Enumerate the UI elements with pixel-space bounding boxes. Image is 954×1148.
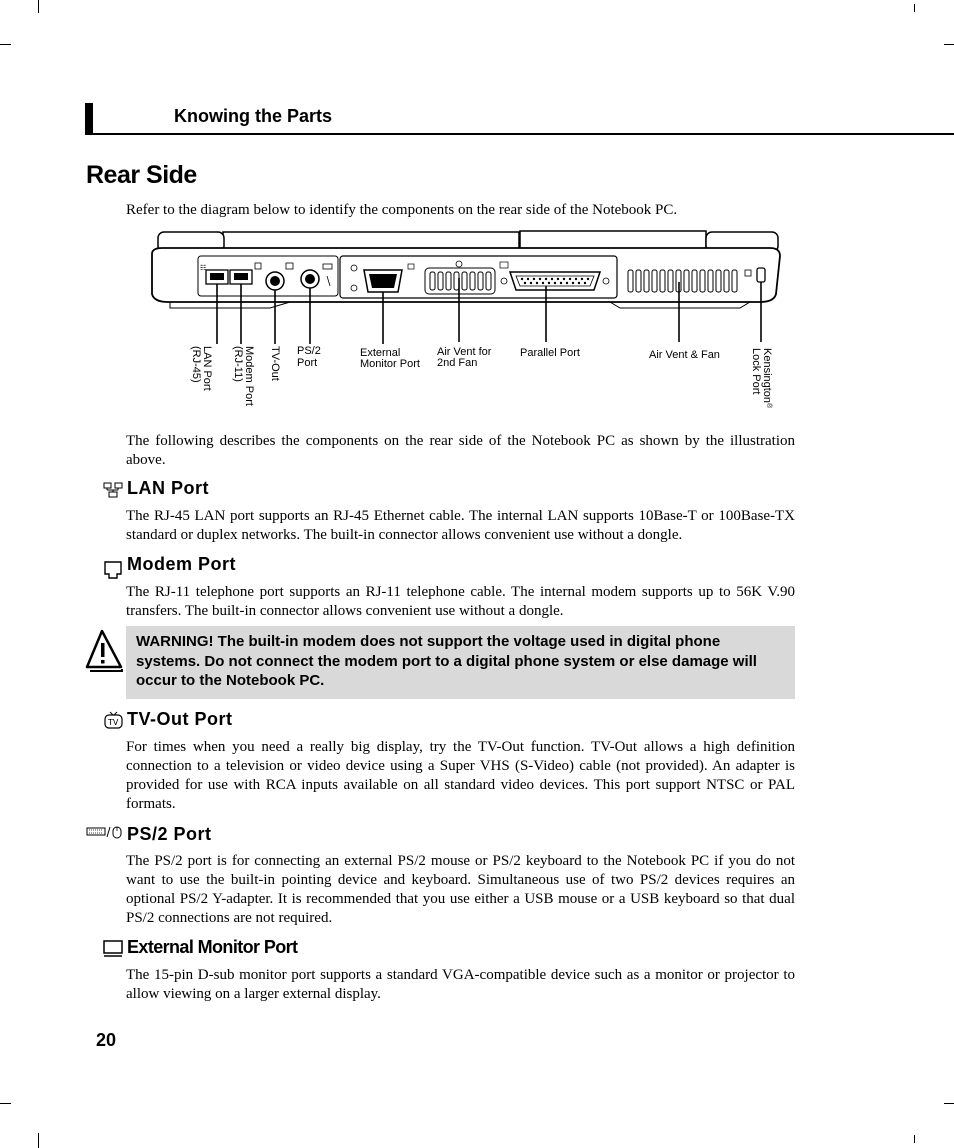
keyboard-mouse-icon xyxy=(86,825,124,839)
svg-text:☷: ☷ xyxy=(200,264,207,272)
crop-mark xyxy=(0,44,11,45)
crop-mark xyxy=(0,1103,11,1104)
crop-mark xyxy=(914,1135,915,1143)
header-rule xyxy=(93,133,954,135)
external-monitor-port-title: External Monitor Port xyxy=(127,937,298,957)
tv-out-port-title: TV-Out Port xyxy=(127,709,233,729)
header-bar xyxy=(85,103,93,135)
svg-text:TV: TV xyxy=(108,718,119,727)
page-title: Rear Side xyxy=(86,161,197,189)
lan-port-title: LAN Port xyxy=(127,478,209,498)
description-paragraph: The following describes the components on the rear side of the Notebook PC as shown by the illustration above. xyxy=(126,433,795,468)
rear-side-diagram xyxy=(140,226,785,416)
crop-mark xyxy=(944,1103,954,1104)
modem-icon xyxy=(103,560,123,580)
ps2-port-body: The PS/2 port is for connecting an external PS/2 mouse or PS/2 keyboard to the Notebook PC if you do not want to use the built-in pointing device and keyboard. Simultaneous use of two PS/2 devices requires an optional PS/2 Y-adapter. It is recommended that you use either a USB mouse or a USB keyboard so that dual PS/2 connections are not required. xyxy=(126,853,795,926)
crop-mark xyxy=(914,4,915,12)
warning-box: WARNING! The built-in modem does not support the voltage used in digital phone systems. Do not connect the modem port to a digital phone system or else damage will occur to the Notebook PC. xyxy=(126,626,795,699)
label-ps2-port: PS/2 Port xyxy=(297,345,321,369)
label-modem-port: Modem Port(RJ-11) xyxy=(232,346,255,406)
crop-mark xyxy=(944,44,954,45)
label-air-vent-2nd-fan: Air Vent for 2nd Fan xyxy=(437,346,492,369)
lan-port-body: The RJ-45 LAN port supports an RJ-45 Ethernet cable. The internal LAN supports 10Base-T or 100Base-TX standard or duplex networks. The built-in connector allows convenient use without a dongle. xyxy=(126,508,795,543)
label-external-monitor: External Monitor Port xyxy=(360,347,420,370)
ps2-port-title: PS/2 Port xyxy=(127,824,212,844)
label-lan-port: LAN Port(RJ-45) xyxy=(190,346,213,391)
monitor-icon xyxy=(103,940,123,958)
tv-icon xyxy=(104,711,124,729)
crop-mark xyxy=(38,0,39,13)
external-monitor-port-body: The 15-pin D-sub monitor port supports a standard VGA-compatible device such as a monitor or projector to allow viewing on a larger external display. xyxy=(126,967,795,1002)
label-tv-out: TV-Out xyxy=(269,346,281,381)
label-air-vent-fan: Air Vent & Fan xyxy=(649,349,720,361)
label-kensington-lock: Kensington®Lock Port xyxy=(750,348,773,409)
section-header-title: Knowing the Parts xyxy=(174,106,333,126)
modem-port-title: Modem Port xyxy=(127,554,237,574)
label-parallel-port: Parallel Port xyxy=(520,347,580,359)
lan-icon xyxy=(103,482,123,498)
tv-out-port-body: For times when you need a really big display, try the TV-Out function. TV-Out allows a high definition connection to a television or video device using a Super VHS (S-Video) cable (not provided). An adapter is provided for use with RCA inputs available on all standard video devices. This port support NTSC or PAL formats. xyxy=(126,739,795,812)
page-number: 20 xyxy=(96,1030,117,1050)
modem-port-body: The RJ-11 telephone port supports an RJ-11 telephone cable. The internal modem supports up to 56K V.90 transfers. The built-in connector allows convenient use without a dongle. xyxy=(126,584,795,619)
crop-mark xyxy=(38,1133,39,1148)
warning-icon xyxy=(84,628,124,674)
intro-paragraph: Refer to the diagram below to identify the components on the rear side of the Notebook PC. xyxy=(126,202,678,218)
